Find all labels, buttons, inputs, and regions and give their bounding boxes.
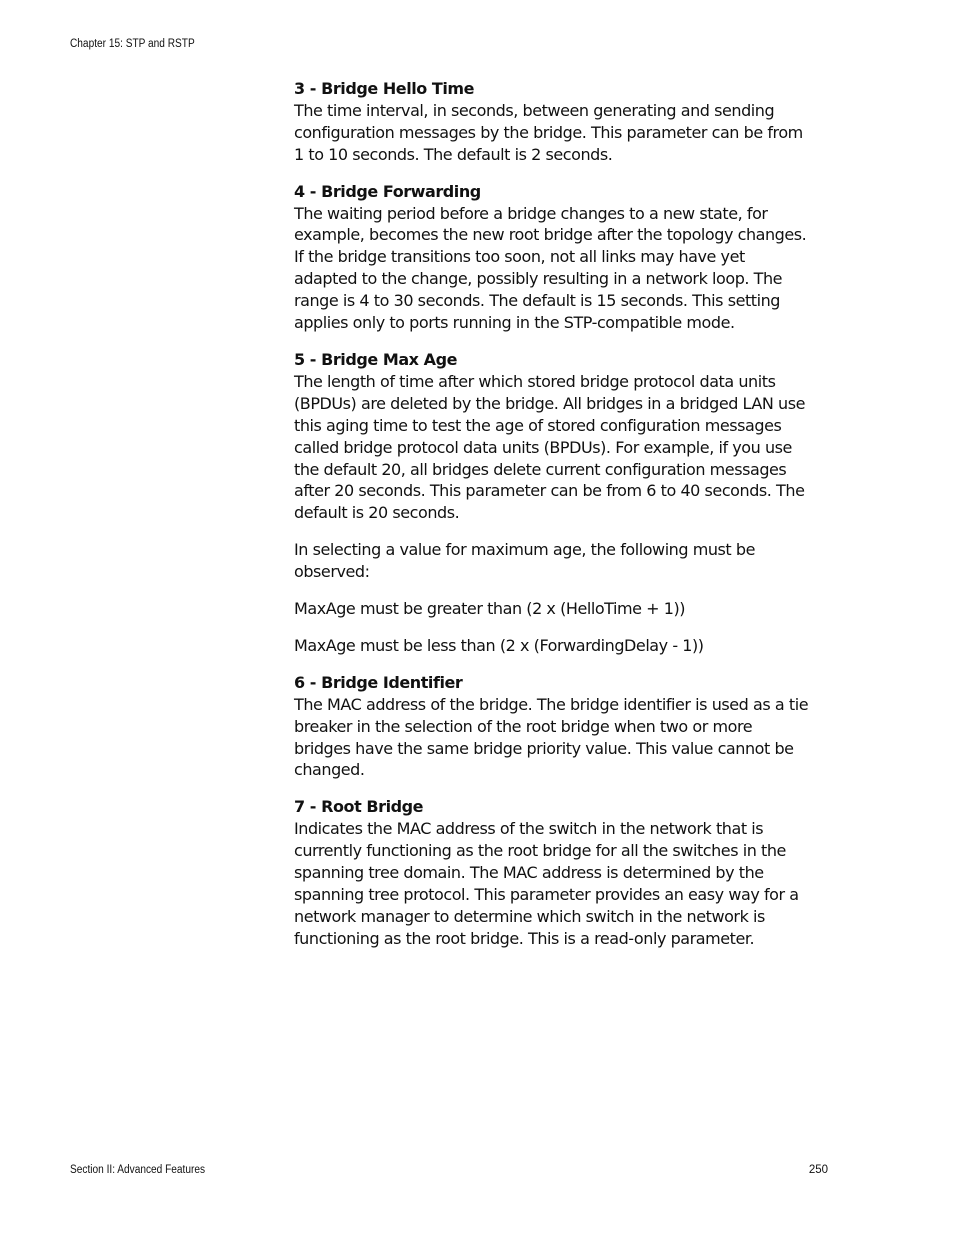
parameter-title: 7 - Root Bridge (294, 797, 424, 817)
parameter-description: The time interval, in seconds, between generating and sending configuration messages by the bridge. This parameter can be from 1 to 10 seconds. The default is 2 seconds. (294, 100, 803, 164)
parameter-title: 3 - Bridge Hello Time (294, 79, 475, 98)
parameter-root-bridge (294, 796, 809, 949)
parameter-description: The length of time after which stored bridge protocol data units (BPDUs) are deleted by the bridge. All bridges in a bridged LAN use this aging time to test the age of stored configuration messages called bridge protocol data units (BPDUs). For example, if you use the default 20, all bridges delete current configuration messages after 20 seconds. This parameter can be from 6 to 40 seconds. The default is 20 seconds. (294, 371, 806, 523)
running-header: Chapter 15: STP and RSTP (70, 38, 195, 50)
max-age-rule-2: MaxAge must be less than (2 x (ForwardingDelay - 1)) (294, 635, 704, 655)
parameter-description: Indicates the MAC address of the switch in the network that is currently functioning as the root bridge for all the switches in the spanning tree domain. The MAC address is determined by the spanning tree protocol. This parameter provides an easy way for a network manager to determine which switch in the network is functioning as the root bridge. This is a read-only parameter. (294, 819, 799, 948)
max-age-rule-1: MaxAge must be greater than (2 x (HelloTime + 1)) (294, 599, 686, 619)
parameter-title: 4 - Bridge Forwarding (294, 181, 481, 201)
parameter-description: The waiting period before a bridge changes to a new state, for example, becomes the new root bridge after the topology changes. If the bridge transitions too soon, not all links may have yet adapted to the change, possibly resulting in a network loop. The range is 4 to 30 seconds. The default is 15 seconds. This setting applies only to ports running in the STP-compatible mode. (294, 203, 807, 333)
parameter-title: 5 - Bridge Max Age (294, 349, 458, 369)
parameter-bridge-identifier (294, 672, 809, 782)
parameter-bridge-forwarding (294, 181, 809, 334)
parameter-title: 6 - Bridge Identifier (294, 672, 463, 692)
parameter-bridge-max-age (294, 349, 809, 524)
running-footer: Section II: Advanced Features (70, 1164, 206, 1176)
parameter-description: The MAC address of the bridge. The bridge identifier is used as a tie breaker in the selection of the root bridge when two or more bridges have the same bridge priority value. This value cannot be changed. (294, 694, 809, 780)
page-number: 250 (808, 1164, 828, 1176)
parameter-bridge-hello-time (294, 78, 809, 166)
max-age-intro: In selecting a value for maximum age, the following must be observed: (294, 540, 755, 582)
page-content (294, 78, 809, 965)
